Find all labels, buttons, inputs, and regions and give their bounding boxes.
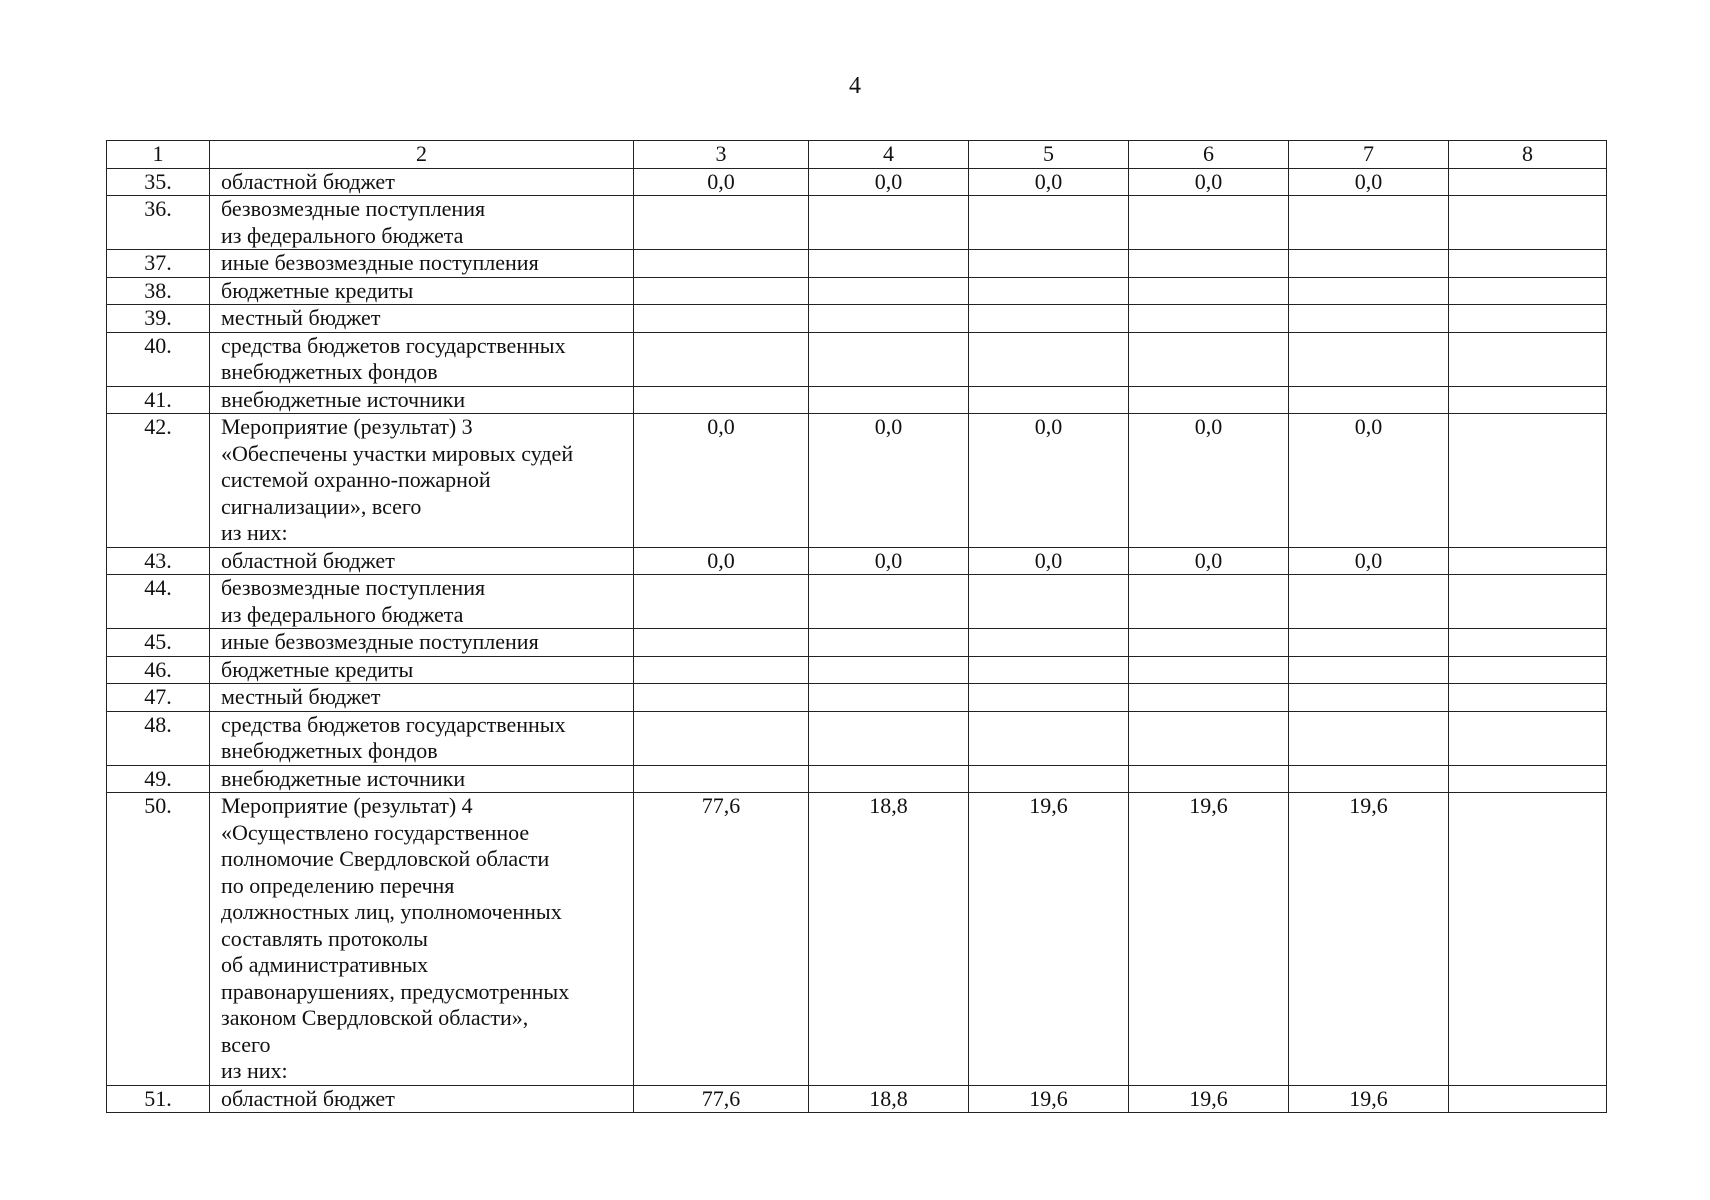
row-name-cell bbox=[210, 793, 634, 1086]
value-cell-col-4 bbox=[809, 332, 969, 386]
row-number-cell: 37. bbox=[107, 250, 210, 278]
table-row bbox=[107, 629, 1607, 657]
row-name-cell bbox=[210, 305, 634, 333]
value-cell-col-6 bbox=[1129, 250, 1289, 278]
row-name-line: бюджетные кредиты bbox=[221, 277, 414, 303]
row-name-cell bbox=[210, 711, 634, 765]
row-name-line: правонарушениях, предусмотренных bbox=[221, 978, 570, 1004]
table-row bbox=[107, 656, 1607, 684]
value-cell-col-7 bbox=[1289, 765, 1449, 793]
value-cell-col-3 bbox=[634, 711, 809, 765]
value-cell-col-3 bbox=[634, 305, 809, 333]
value-cell-col-7: 19,6 bbox=[1289, 793, 1449, 1086]
row-name-cell bbox=[210, 547, 634, 575]
row-number-cell: 38. bbox=[107, 277, 210, 305]
table-row bbox=[107, 793, 1607, 1086]
value-cell-col-5: 0,0 bbox=[969, 547, 1129, 575]
row-name-cell bbox=[210, 332, 634, 386]
value-cell-col-6: 19,6 bbox=[1129, 1085, 1289, 1113]
value-cell-col-3 bbox=[634, 196, 809, 250]
value-cell-col-5: 19,6 bbox=[969, 1085, 1129, 1113]
row-name-line: средства бюджетов государственных bbox=[221, 332, 566, 358]
value-cell-col-5 bbox=[969, 332, 1129, 386]
row-name-line: «Осуществлено государственное bbox=[221, 819, 530, 845]
value-cell-col-3: 77,6 bbox=[634, 793, 809, 1086]
value-cell-col-3 bbox=[634, 332, 809, 386]
table-row bbox=[107, 575, 1607, 629]
value-cell-col-8 bbox=[1449, 793, 1607, 1086]
value-cell-col-6 bbox=[1129, 711, 1289, 765]
row-name-line: безвозмездные поступления bbox=[221, 575, 486, 600]
row-name-line: Мероприятие (результат) 4 bbox=[221, 793, 473, 818]
table-row bbox=[107, 684, 1607, 712]
value-cell-col-3: 77,6 bbox=[634, 1085, 809, 1113]
row-name-line: внебюджетные источники bbox=[221, 765, 466, 791]
value-cell-col-3 bbox=[634, 656, 809, 684]
header-cell-4: 4 bbox=[809, 141, 969, 169]
row-name-line: всего bbox=[221, 1031, 271, 1057]
value-cell-col-4: 18,8 bbox=[809, 793, 969, 1086]
row-number-cell: 40. bbox=[107, 332, 210, 386]
row-name-line: безвозмездные поступления bbox=[221, 196, 486, 221]
table-row bbox=[107, 305, 1607, 333]
value-cell-col-4: 18,8 bbox=[809, 1085, 969, 1113]
value-cell-col-3: 0,0 bbox=[634, 547, 809, 575]
row-name-line: из них: bbox=[221, 520, 288, 545]
value-cell-col-8 bbox=[1449, 547, 1607, 575]
row-name-cell bbox=[210, 168, 634, 196]
row-name-line: «Обеспечены участки мировых судей bbox=[221, 440, 574, 466]
row-name-line: областной бюджет bbox=[221, 1085, 395, 1111]
row-name-line: из них: bbox=[221, 1058, 288, 1083]
value-cell-col-8 bbox=[1449, 656, 1607, 684]
value-cell-col-3: 0,0 bbox=[634, 168, 809, 196]
row-name-cell bbox=[210, 684, 634, 712]
budget-table bbox=[106, 140, 1607, 1113]
value-cell-col-8 bbox=[1449, 386, 1607, 414]
value-cell-col-7 bbox=[1289, 196, 1449, 250]
row-number-cell: 44. bbox=[107, 575, 210, 629]
value-cell-col-6 bbox=[1129, 575, 1289, 629]
row-number-cell: 50. bbox=[107, 793, 210, 1086]
value-cell-col-8 bbox=[1449, 277, 1607, 305]
value-cell-col-4 bbox=[809, 684, 969, 712]
row-name-cell bbox=[210, 386, 634, 414]
row-name-cell bbox=[210, 250, 634, 278]
table-row bbox=[107, 765, 1607, 793]
row-number-cell: 49. bbox=[107, 765, 210, 793]
row-name-line: областной бюджет bbox=[221, 168, 395, 194]
value-cell-col-8 bbox=[1449, 168, 1607, 196]
row-number-cell: 46. bbox=[107, 656, 210, 684]
table-row bbox=[107, 168, 1607, 196]
row-name-line: полномочие Свердловской области bbox=[221, 846, 550, 871]
value-cell-col-7 bbox=[1289, 332, 1449, 386]
value-cell-col-5 bbox=[969, 196, 1129, 250]
row-name-line: сигнализации», всего bbox=[221, 493, 422, 519]
value-cell-col-5 bbox=[969, 684, 1129, 712]
value-cell-col-6: 0,0 bbox=[1129, 414, 1289, 548]
value-cell-col-8 bbox=[1449, 765, 1607, 793]
row-name-line: системой охранно-пожарной bbox=[221, 467, 491, 492]
value-cell-col-6: 19,6 bbox=[1129, 793, 1289, 1086]
row-name-line: Мероприятие (результат) 3 bbox=[221, 414, 473, 439]
header-cell-2: 2 bbox=[210, 141, 634, 169]
value-cell-col-6 bbox=[1129, 332, 1289, 386]
value-cell-col-5 bbox=[969, 629, 1129, 657]
row-number-cell: 36. bbox=[107, 196, 210, 250]
value-cell-col-3 bbox=[634, 277, 809, 305]
value-cell-col-4 bbox=[809, 656, 969, 684]
value-cell-col-7: 0,0 bbox=[1289, 414, 1449, 548]
row-number-cell: 39. bbox=[107, 305, 210, 333]
value-cell-col-6 bbox=[1129, 196, 1289, 250]
row-number-cell: 43. bbox=[107, 547, 210, 575]
value-cell-col-7: 19,6 bbox=[1289, 1085, 1449, 1113]
value-cell-col-5 bbox=[969, 765, 1129, 793]
value-cell-col-6 bbox=[1129, 386, 1289, 414]
row-name-cell bbox=[210, 277, 634, 305]
table-row bbox=[107, 1085, 1607, 1113]
row-name-cell bbox=[210, 765, 634, 793]
value-cell-col-6: 0,0 bbox=[1129, 547, 1289, 575]
row-number-cell: 35. bbox=[107, 168, 210, 196]
value-cell-col-5 bbox=[969, 277, 1129, 305]
value-cell-col-7 bbox=[1289, 656, 1449, 684]
row-number-cell: 51. bbox=[107, 1085, 210, 1113]
row-name-line: из федерального бюджета bbox=[221, 601, 464, 627]
row-name-line: местный бюджет bbox=[221, 684, 381, 709]
value-cell-col-8 bbox=[1449, 250, 1607, 278]
row-name-cell bbox=[210, 414, 634, 548]
value-cell-col-4: 0,0 bbox=[809, 547, 969, 575]
value-cell-col-8 bbox=[1449, 332, 1607, 386]
row-number-cell: 41. bbox=[107, 386, 210, 414]
row-name-line: иные безвозмездные поступления bbox=[221, 250, 539, 275]
value-cell-col-6 bbox=[1129, 684, 1289, 712]
table-row bbox=[107, 277, 1607, 305]
value-cell-col-5 bbox=[969, 250, 1129, 278]
value-cell-col-8 bbox=[1449, 575, 1607, 629]
value-cell-col-7 bbox=[1289, 386, 1449, 414]
value-cell-col-5 bbox=[969, 575, 1129, 629]
row-name-line: из федерального бюджета bbox=[221, 222, 464, 248]
row-name-line: бюджетные кредиты bbox=[221, 656, 414, 682]
table-row bbox=[107, 711, 1607, 765]
table-row bbox=[107, 196, 1607, 250]
value-cell-col-7: 0,0 bbox=[1289, 547, 1449, 575]
value-cell-col-4 bbox=[809, 196, 969, 250]
value-cell-col-7 bbox=[1289, 629, 1449, 657]
value-cell-col-8 bbox=[1449, 414, 1607, 548]
row-name-cell bbox=[210, 656, 634, 684]
row-name-line: законом Свердловской области», bbox=[221, 1005, 529, 1030]
value-cell-col-6 bbox=[1129, 277, 1289, 305]
row-number-cell: 47. bbox=[107, 684, 210, 712]
value-cell-col-8 bbox=[1449, 1085, 1607, 1113]
value-cell-col-7: 0,0 bbox=[1289, 168, 1449, 196]
value-cell-col-4 bbox=[809, 575, 969, 629]
value-cell-col-3 bbox=[634, 765, 809, 793]
value-cell-col-8 bbox=[1449, 305, 1607, 333]
value-cell-col-8 bbox=[1449, 196, 1607, 250]
row-name-line: местный бюджет bbox=[221, 305, 381, 330]
row-number-cell: 42. bbox=[107, 414, 210, 548]
row-name-cell bbox=[210, 196, 634, 250]
value-cell-col-3 bbox=[634, 575, 809, 629]
row-name-line: внебюджетных фондов bbox=[221, 738, 438, 763]
header-cell-5: 5 bbox=[969, 141, 1129, 169]
table-row bbox=[107, 547, 1607, 575]
value-cell-col-5 bbox=[969, 711, 1129, 765]
header-cell-6: 6 bbox=[1129, 141, 1289, 169]
row-name-cell bbox=[210, 575, 634, 629]
row-number-cell: 48. bbox=[107, 711, 210, 765]
value-cell-col-3 bbox=[634, 386, 809, 414]
value-cell-col-6 bbox=[1129, 765, 1289, 793]
value-cell-col-7 bbox=[1289, 250, 1449, 278]
page-number: 4 bbox=[849, 73, 861, 99]
value-cell-col-5: 0,0 bbox=[969, 168, 1129, 196]
value-cell-col-7 bbox=[1289, 711, 1449, 765]
header-cell-8: 8 bbox=[1449, 141, 1607, 169]
value-cell-col-4: 0,0 bbox=[809, 414, 969, 548]
value-cell-col-4 bbox=[809, 250, 969, 278]
value-cell-col-4 bbox=[809, 277, 969, 305]
value-cell-col-7 bbox=[1289, 684, 1449, 712]
value-cell-col-5: 0,0 bbox=[969, 414, 1129, 548]
row-name-line: внебюджетных фондов bbox=[221, 359, 438, 384]
value-cell-col-4 bbox=[809, 629, 969, 657]
value-cell-col-3 bbox=[634, 629, 809, 657]
table-body bbox=[107, 141, 1607, 1113]
row-name-line: средства бюджетов государственных bbox=[221, 711, 566, 737]
value-cell-col-3 bbox=[634, 684, 809, 712]
row-name-line: иные безвозмездные поступления bbox=[221, 629, 539, 654]
value-cell-col-4 bbox=[809, 386, 969, 414]
value-cell-col-7 bbox=[1289, 277, 1449, 305]
row-name-line: по определению перечня bbox=[221, 872, 455, 898]
header-row bbox=[107, 141, 1607, 169]
value-cell-col-8 bbox=[1449, 629, 1607, 657]
value-cell-col-6: 0,0 bbox=[1129, 168, 1289, 196]
value-cell-col-6 bbox=[1129, 656, 1289, 684]
header-cell-7: 7 bbox=[1289, 141, 1449, 169]
row-name-line: составлять протоколы bbox=[221, 925, 428, 951]
row-name-line: внебюджетные источники bbox=[221, 386, 466, 412]
value-cell-col-5 bbox=[969, 656, 1129, 684]
value-cell-col-4: 0,0 bbox=[809, 168, 969, 196]
value-cell-col-3 bbox=[634, 250, 809, 278]
header-cell-3: 3 bbox=[634, 141, 809, 169]
value-cell-col-8 bbox=[1449, 711, 1607, 765]
row-name-line: об административных bbox=[221, 952, 429, 977]
table-row bbox=[107, 250, 1607, 278]
value-cell-col-3: 0,0 bbox=[634, 414, 809, 548]
row-number-cell: 45. bbox=[107, 629, 210, 657]
header-cell-1: 1 bbox=[107, 141, 210, 169]
table-row bbox=[107, 414, 1607, 548]
value-cell-col-7 bbox=[1289, 575, 1449, 629]
row-name-cell bbox=[210, 1085, 634, 1113]
value-cell-col-5 bbox=[969, 386, 1129, 414]
row-name-line: должностных лиц, уполномоченных bbox=[221, 899, 562, 924]
value-cell-col-8 bbox=[1449, 684, 1607, 712]
value-cell-col-7 bbox=[1289, 305, 1449, 333]
table-row bbox=[107, 386, 1607, 414]
value-cell-col-6 bbox=[1129, 305, 1289, 333]
value-cell-col-5: 19,6 bbox=[969, 793, 1129, 1086]
value-cell-col-4 bbox=[809, 765, 969, 793]
value-cell-col-4 bbox=[809, 711, 969, 765]
value-cell-col-5 bbox=[969, 305, 1129, 333]
value-cell-col-6 bbox=[1129, 629, 1289, 657]
value-cell-col-4 bbox=[809, 305, 969, 333]
row-name-line: областной бюджет bbox=[221, 547, 395, 573]
row-name-cell bbox=[210, 629, 634, 657]
table-row bbox=[107, 332, 1607, 386]
